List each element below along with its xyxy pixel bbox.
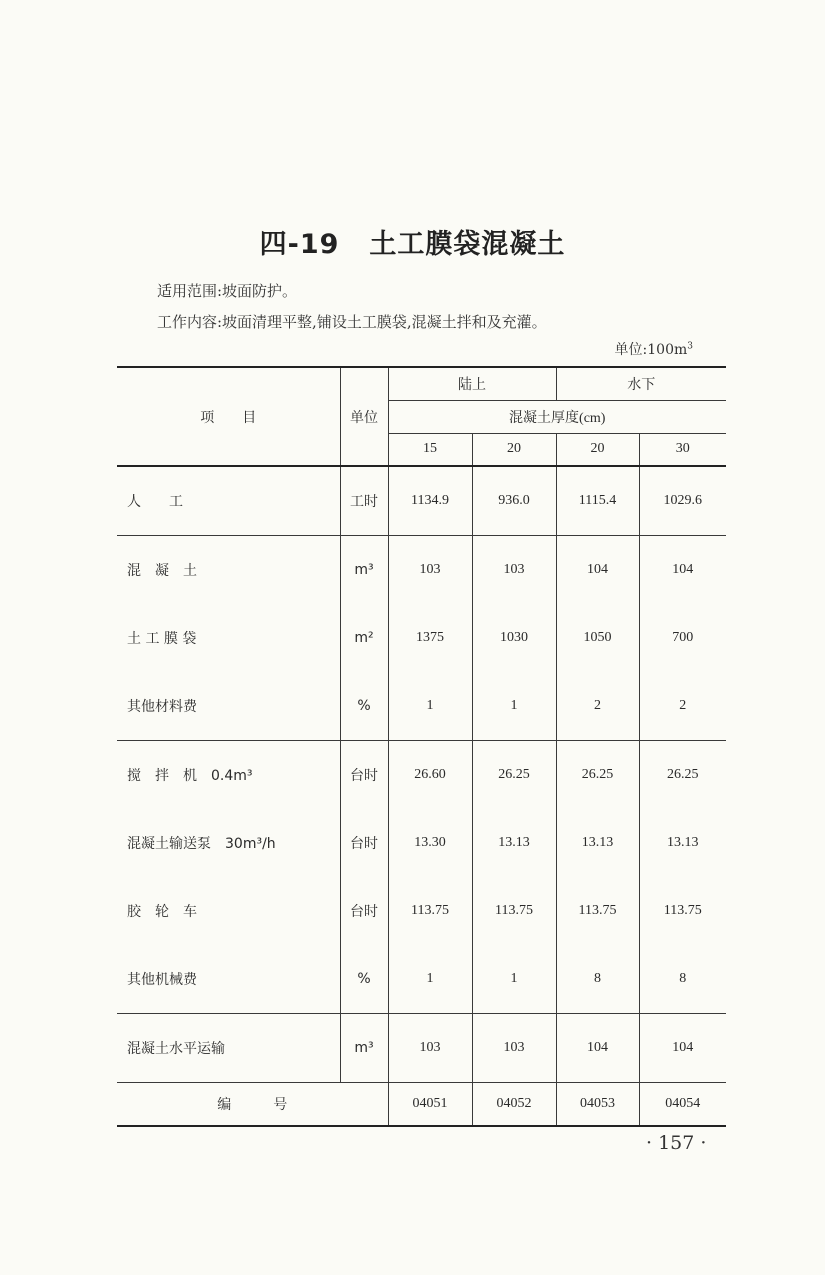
row-unit: % <box>340 945 388 1014</box>
table-row <box>117 536 726 605</box>
table-row <box>117 604 726 672</box>
row-value: 104 <box>556 536 639 605</box>
row-value: 103 <box>388 1014 472 1083</box>
row-item: 混 凝 土 <box>117 536 340 605</box>
row-item: 胶 轮 车 <box>117 877 340 945</box>
quota-table <box>117 366 726 1127</box>
row-value: 1134.9 <box>388 466 472 536</box>
header-col: 20 <box>556 433 639 466</box>
row-value: 26.25 <box>639 741 726 810</box>
unit-note <box>615 339 693 359</box>
table-row <box>117 1014 726 1083</box>
header-group-land: 陆上 <box>388 367 556 400</box>
row-value: 13.13 <box>472 809 556 877</box>
row-item: 土 工 膜 袋 <box>117 604 340 672</box>
unit-note-text: 单位:100m <box>614 342 688 358</box>
row-value: 1 <box>472 945 556 1014</box>
code-label: 编 号 <box>117 1083 388 1127</box>
scope-text: 适用范围:坡面防护。 <box>157 282 298 300</box>
row-value: 1 <box>472 672 556 741</box>
table-row <box>117 741 726 810</box>
row-value: 103 <box>472 1014 556 1083</box>
header-thickness: 混凝土厚度(cm) <box>388 400 726 433</box>
row-value: 104 <box>556 1014 639 1083</box>
row-unit: % <box>340 672 388 741</box>
row-unit: m³ <box>340 1014 388 1083</box>
table-row <box>117 466 726 536</box>
row-value: 2 <box>556 672 639 741</box>
code-value: 04052 <box>472 1083 556 1127</box>
table-row <box>117 945 726 1014</box>
header-item: 项 目 <box>117 367 340 466</box>
code-row <box>117 1083 726 1127</box>
row-value: 1 <box>388 672 472 741</box>
row-value: 113.75 <box>388 877 472 945</box>
row-value: 1 <box>388 945 472 1014</box>
row-item: 混凝土水平运输 <box>117 1014 340 1083</box>
row-value: 103 <box>388 536 472 605</box>
row-value: 13.13 <box>639 809 726 877</box>
header-col: 15 <box>388 433 472 466</box>
page-title <box>0 222 825 261</box>
row-value: 26.25 <box>472 741 556 810</box>
row-value: 13.30 <box>388 809 472 877</box>
row-unit: 台时 <box>340 809 388 877</box>
row-value: 2 <box>639 672 726 741</box>
row-item: 混凝土输送泵 30m³/h <box>117 809 340 877</box>
row-value: 1029.6 <box>639 466 726 536</box>
row-value: 113.75 <box>639 877 726 945</box>
row-value: 8 <box>639 945 726 1014</box>
row-value: 13.13 <box>556 809 639 877</box>
row-value: 104 <box>639 536 726 605</box>
row-value: 8 <box>556 945 639 1014</box>
header-unit: 单位 <box>340 367 388 466</box>
code-value: 04053 <box>556 1083 639 1127</box>
row-value: 1030 <box>472 604 556 672</box>
row-value: 700 <box>639 604 726 672</box>
row-value: 1050 <box>556 604 639 672</box>
row-item: 搅 拌 机 0.4m³ <box>117 741 340 810</box>
row-value: 104 <box>639 1014 726 1083</box>
row-value: 1375 <box>388 604 472 672</box>
row-item: 其他机械费 <box>117 945 340 1014</box>
header-group-water: 水下 <box>556 367 726 400</box>
row-unit: 台时 <box>340 741 388 810</box>
row-value: 936.0 <box>472 466 556 536</box>
table-row <box>117 672 726 741</box>
row-item: 人 工 <box>117 466 340 536</box>
table-row <box>117 809 726 877</box>
row-unit: m² <box>340 604 388 672</box>
code-value: 04054 <box>639 1083 726 1127</box>
row-value: 103 <box>472 536 556 605</box>
title-text: 土工膜袋混凝土 <box>369 229 566 260</box>
row-unit: m³ <box>340 536 388 605</box>
unit-note-sup: 3 <box>687 341 693 352</box>
row-unit: 工时 <box>340 466 388 536</box>
row-value: 1115.4 <box>556 466 639 536</box>
header-col: 30 <box>639 433 726 466</box>
table-row <box>117 877 726 945</box>
header-row-1 <box>117 367 726 400</box>
page-number: · 157 · <box>646 1132 707 1154</box>
row-value: 113.75 <box>556 877 639 945</box>
row-value: 113.75 <box>472 877 556 945</box>
header-col: 20 <box>472 433 556 466</box>
row-value: 26.25 <box>556 741 639 810</box>
row-unit: 台时 <box>340 877 388 945</box>
code-value: 04051 <box>388 1083 472 1127</box>
row-item: 其他材料费 <box>117 672 340 741</box>
row-value: 26.60 <box>388 741 472 810</box>
title-number: 四-19 <box>259 229 340 260</box>
work-content-text: 工作内容:坡面清理平整,铺设土工膜袋,混凝土拌和及充灌。 <box>157 313 547 331</box>
